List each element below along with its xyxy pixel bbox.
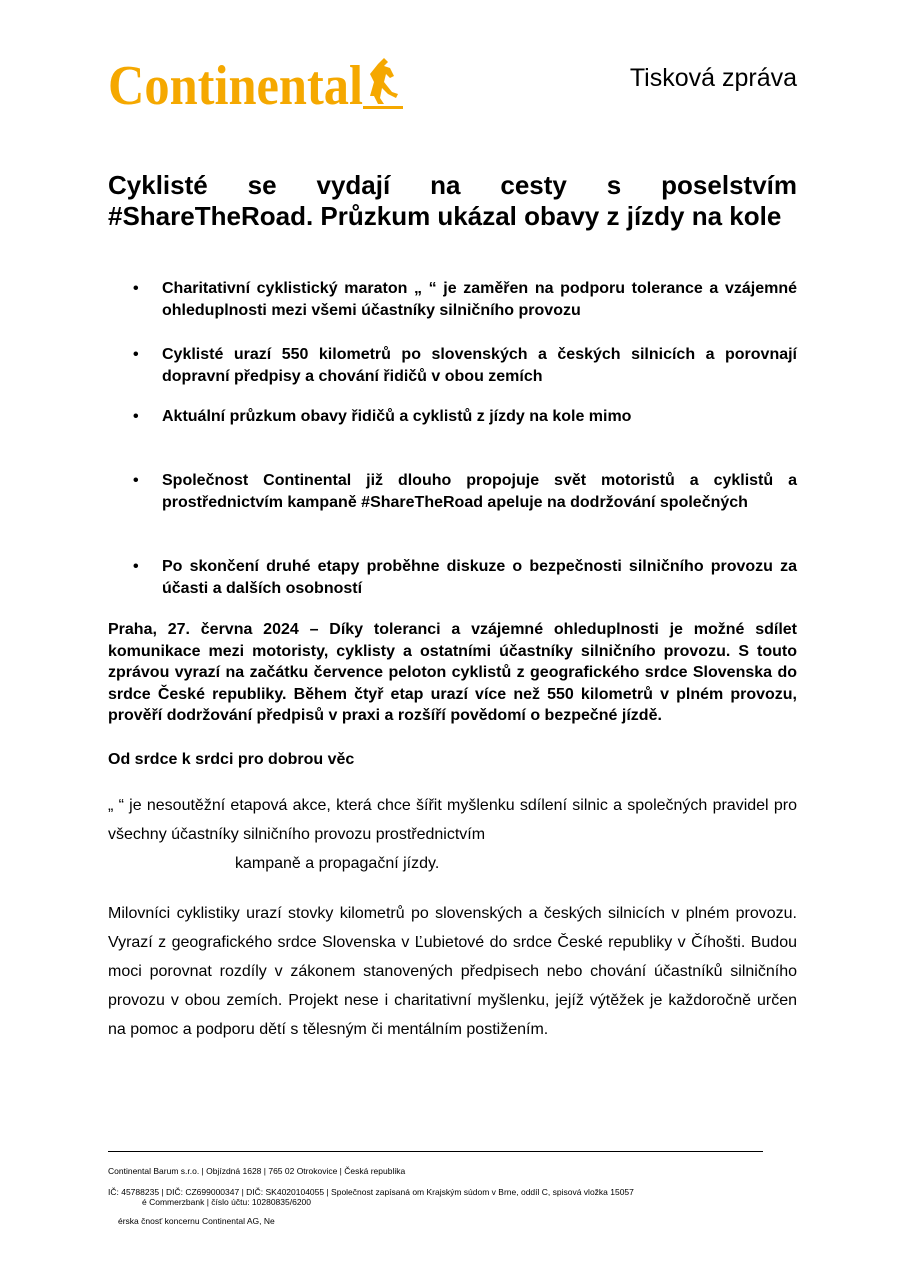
body-paragraph-2: Milovníci cyklistiky urazí stovky kilometrů po slovenských a českých silnicích v plném provozu. Vyrazí z geografického srdce Slovenska v Ľubietové do srdce České republiky v Číhošti. Budou moci porovnat rozdíly v zákonem stanovených předpisech nebo chování účastníků silničního provozu v obou zemích. Projekt nese i charitativní myšlenku, jejíž výtěžek je každoročně určen na pomoc a podporu dětí s tělesným či mentálním postižením. bbox=[108, 905, 797, 1038]
logo-wordmark: Continental bbox=[108, 55, 363, 116]
highlight-text: Charitativní cyklistický maraton „ “ je zaměřen na podporu tolerance a vzájemné ohleduplnosti mezi všemi účastníky silničního provozu bbox=[162, 280, 797, 319]
bullet-icon: • bbox=[133, 408, 139, 425]
body-paragraph-1-end: kampaně a propagační jízdy. bbox=[235, 855, 440, 872]
horse-icon bbox=[363, 58, 403, 109]
highlight-item bbox=[108, 406, 631, 428]
body-paragraph-1 bbox=[108, 791, 797, 878]
body-paragraph-1-main: „ “ je nesoutěžní etapová akce, která chce šířit myšlenku sdílení silnic a společných pravidel pro všechny účastníky silničního provozu prostřednictvím bbox=[108, 797, 797, 843]
document-type-label: Tisková zpráva bbox=[629, 64, 797, 92]
bullet-icon: • bbox=[133, 346, 139, 363]
highlight-item bbox=[108, 344, 797, 387]
footer-address: Continental Barum s.r.o. | Objízdná 1628 | 765 02 Otrokovice | Česká republika bbox=[108, 1166, 406, 1176]
highlight-item bbox=[108, 556, 797, 599]
footer-divider bbox=[108, 1151, 763, 1152]
highlight-text: Aktuální průzkum obavy řidičů a cyklistů z jízdy na kole mimo bbox=[162, 408, 632, 425]
highlight-item bbox=[108, 470, 797, 513]
bullet-icon: • bbox=[133, 280, 139, 297]
footer-registration: IČ: 45788235 | DIČ: CZ699000347 | DIČ: SK4020104055 | Společnost zapísaná om Krajským súdom v Brne, oddíl C, spisová vložka 15057 bbox=[108, 1187, 634, 1197]
footer-bank: é Commerzbank | číslo účtu: 10280835/6200 bbox=[142, 1197, 312, 1207]
highlight-text: Společnost Continental již dlouho propojuje svět motoristů a cyklistů a prostřednictvím kampaně #ShareTheRoad apeluje na dodržování společných bbox=[162, 472, 797, 511]
lead-paragraph: Praha, 27. června 2024 – Díky toleranci a vzájemné ohleduplnosti je možné sdílet komunikace mezi motoristy, cyklisty a ostatními účastníky silničního provozu. S touto zprávou vyrazí na začátku července peloton cyklistů z geografického srdce Slovenska do srdce České republiky. Během čtyř etap urazí více než 550 kilometrů v plném provozu, prověří dodržování předpisů v praxi a rozšíří povědomí o bezpečné jízdě. bbox=[108, 621, 797, 724]
highlight-item bbox=[108, 278, 797, 321]
press-release-title: Cyklisté se vydají na cesty s poselstvím #ShareTheRoad. Průzkum ukázal obavy z jízdy na kole bbox=[108, 170, 797, 231]
highlight-text: Cyklisté urazí 550 kilometrů po slovenských a českých silnicích a porovnají dopravní předpisy a chování řidičů v obou zemích bbox=[162, 346, 797, 385]
section-heading: Od srdce k srdci pro dobrou věc bbox=[108, 751, 355, 768]
continental-logo bbox=[108, 52, 408, 116]
footer-parent-company: érska čnosť koncernu Continental AG, Ne bbox=[118, 1216, 275, 1226]
bullet-icon: • bbox=[133, 558, 139, 575]
highlight-text: Po skončení druhé etapy proběhne diskuze o bezpečnosti silničního provozu za účasti a dalších osobností bbox=[162, 558, 797, 597]
bullet-icon: • bbox=[133, 472, 139, 489]
